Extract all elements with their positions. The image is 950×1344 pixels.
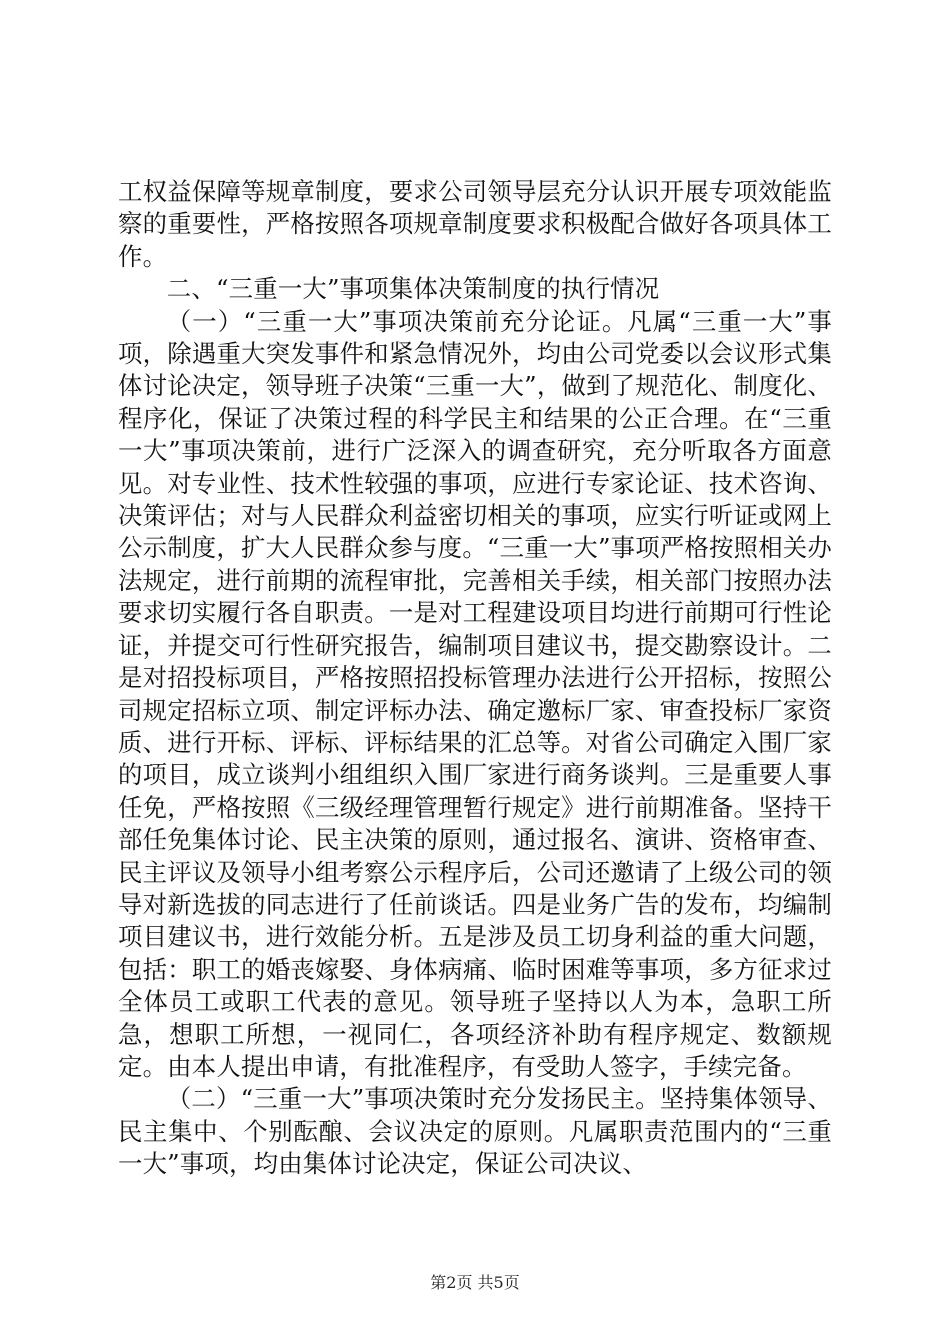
paragraph-section-1: （一）“三重一大”事项决策前充分论证。凡属“三重一大”事项，除遇重大突发事件和紧急情况外，均由公司党委以会议形式集体讨论决定，领导班子决策“三重一大”，做到了规范化、制度化、程序化，保证了决策过程的科学民主和结果的公正合理。在“三重一大”事项决策前，进行广泛深入的调查研究，充分听取各方面意见。对专业性、技术性较强的事项，应进行专家论证、技术咨询、决策评估；对与人民群众利益密切相关的事项，应实行听证或网上公示制度，扩大人民群众参与度。“三重一大”事项严格按照相关办法规定，进行前期的流程审批，完善相关手续，相关部门按照办法要求切实履行各自职责。一是对工程建设项目均进行前期可行性论证，并提交可行性研究报告，编制项目建议书，提交勘察设计。二是对招投标项目，严格按照招投标管理办法进行公开招标，按照公司规定招标立项、制定评标办法、确定邀标厂家、审查投标厂家资质、进行开标、评标、评标结果的汇总等。对省公司确定入围厂家的项目，成立谈判小组组织入围厂家进行商务谈判。三是重要人事任免，严格按照《三级经理管理暂行规定》进行前期准备。坚持干部任免集体讨论、民主决策的原则，通过报名、演讲、资格审查、民主评议及领导小组考察公示程序后，公司还邀请了上级公司的领导对新选拔的同志进行了任前谈话。四是业务广告的发布，均编制项目建议书，进行效能分析。五是涉及员工切身利益的重大问题，包括：职工的婚丧嫁娶、身体病痛、临时困难等事项，多方征求过全体员工或职工代表的意见。领导班子坚持以人为本，急职工所急，想职工所想，一视同仁，各项经济补助有程序规定、数额规定。由本人提出申请，有批准程序，有受助人签字，手续完备。 [118,306,832,1081]
page-number-footer: 第2页 共5页 [430,1273,520,1292]
section-heading: 二、“三重一大”事项集体决策制度的执行情况 [166,274,660,304]
paragraph-continuation: 工权益保障等规章制度，要求公司领导层充分认识开展专项效能监察的重要性，严格按照各项规章制度要求积极配合做好各项具体工作。 [118,177,832,271]
paragraph-section-2: （二）“三重一大”事项决策时充分发扬民主。坚持集体领导、民主集中、个别酝酿、会议决定的原则。凡属职责范围内的“三重一大”事项，均由集体讨论决定，保证公司决议、 [118,1084,832,1179]
document-body [118,176,832,1181]
